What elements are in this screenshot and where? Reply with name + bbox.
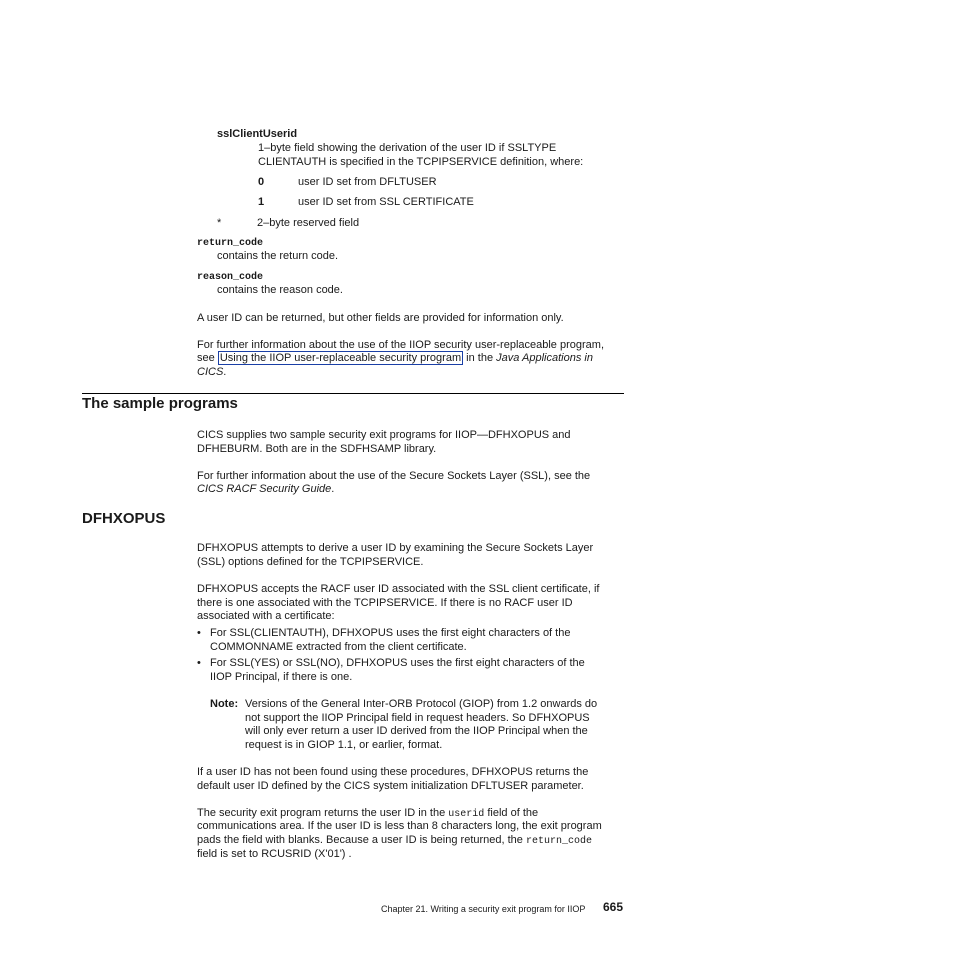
bullet-icon: • — [197, 627, 201, 639]
param-desc: contains the return code. — [217, 250, 339, 262]
code-term: return_code — [525, 836, 592, 847]
def-item-key: 0 — [258, 176, 265, 188]
xref-link[interactable]: Using the IIOP user-replaceable security program — [219, 352, 462, 364]
book-title: Java Applications in — [496, 352, 593, 364]
text: in the — [466, 352, 494, 364]
param-name: return_code — [197, 238, 264, 249]
text: The security exit program returns the user ID in the — [197, 807, 446, 819]
list-item: For SSL(YES) or SSL(NO), DFHXOPUS uses the first eight characters of the — [210, 657, 585, 669]
reserved-key: * — [217, 217, 222, 229]
note-label: Note: — [210, 698, 239, 710]
paragraph-line — [197, 365, 226, 379]
paragraph: DFHXOPUS accepts the RACF user ID associated with the SSL client certificate, if — [197, 583, 600, 595]
footer-chapter: Chapter 21. Writing a security exit program for IIOP — [381, 904, 586, 914]
def-desc-line: CLIENTAUTH is specified in the TCPIPSERVICE definition, where: — [258, 156, 584, 168]
paragraph-line — [197, 351, 593, 365]
def-item-text: user ID set from SSL CERTIFICATE — [298, 196, 474, 208]
list-item: COMMONNAME extracted from the client certificate. — [210, 641, 467, 653]
text: field of the — [487, 807, 539, 819]
paragraph: field is set to RCUSRID (X'01') . — [197, 848, 352, 860]
paragraph: DFHXOPUS attempts to derive a user ID by examining the Secure Sockets Layer — [197, 542, 594, 554]
bullet-icon: • — [197, 657, 201, 669]
note-text: not support the IIOP Principal field in request headers. So DFHXOPUS — [245, 712, 590, 724]
text: see — [197, 352, 215, 364]
paragraph: For further information about the use of the IIOP security user-replaceable program, — [197, 339, 604, 351]
def-item-key: 1 — [258, 196, 265, 208]
note-text: will only ever return a user ID derived from the IIOP Principal when the — [245, 725, 588, 737]
def-term: sslClientUserid — [217, 128, 298, 140]
paragraph: For further information about the use of the Secure Sockets Layer (SSL), see the — [197, 470, 591, 482]
paragraph: communications area. If the user ID is less than 8 characters long, the exit program — [197, 820, 602, 832]
paragraph: DFHEBURM. Both are in the SDFHSAMP library. — [197, 443, 437, 455]
paragraph: (SSL) options defined for the TCPIPSERVICE. — [197, 556, 424, 568]
def-desc-line: 1–byte field showing the derivation of the user ID if SSLTYPE — [258, 142, 557, 154]
section-heading: The sample programs — [82, 395, 238, 412]
list-item: For SSL(CLIENTAUTH), DFHXOPUS uses the first eight characters of the — [210, 627, 571, 639]
text: . — [223, 366, 227, 378]
code-term: userid — [448, 809, 485, 820]
book-title: CICS — [197, 366, 224, 378]
def-item-text: user ID set from DFLTUSER — [298, 176, 437, 188]
page-number: 665 — [603, 900, 624, 914]
paragraph-line — [197, 482, 334, 496]
subsection-heading: DFHXOPUS — [82, 510, 166, 527]
text: pads the field with blanks. Because a user ID is being returned, the — [197, 834, 523, 846]
section-rule — [82, 393, 624, 394]
paragraph: there is one associated with the TCPIPSERVICE. If there is no RACF user ID — [197, 597, 573, 609]
param-name: reason_code — [197, 272, 264, 283]
paragraph: If a user ID has not been found using these procedures, DFHXOPUS returns the — [197, 766, 589, 778]
paragraph: A user ID can be returned, but other fields are provided for information only. — [197, 312, 564, 324]
book-title: CICS RACF Security Guide — [197, 483, 332, 495]
paragraph: associated with a certificate: — [197, 610, 335, 622]
text: . — [331, 483, 335, 495]
paragraph: CICS supplies two sample security exit programs for IIOP—DFHXOPUS and — [197, 429, 571, 441]
paragraph: default user ID defined by the CICS system initialization DFLTUSER parameter. — [197, 780, 584, 792]
note-text: Versions of the General Inter-ORB Protocol (GIOP) from 1.2 onwards do — [245, 698, 598, 710]
list-item: IIOP Principal, if there is one. — [210, 671, 353, 683]
reserved-text: 2–byte reserved field — [257, 217, 360, 229]
note-text: request is in GIOP 1.1, or earlier, format. — [245, 739, 443, 751]
param-desc: contains the reason code. — [217, 284, 343, 296]
